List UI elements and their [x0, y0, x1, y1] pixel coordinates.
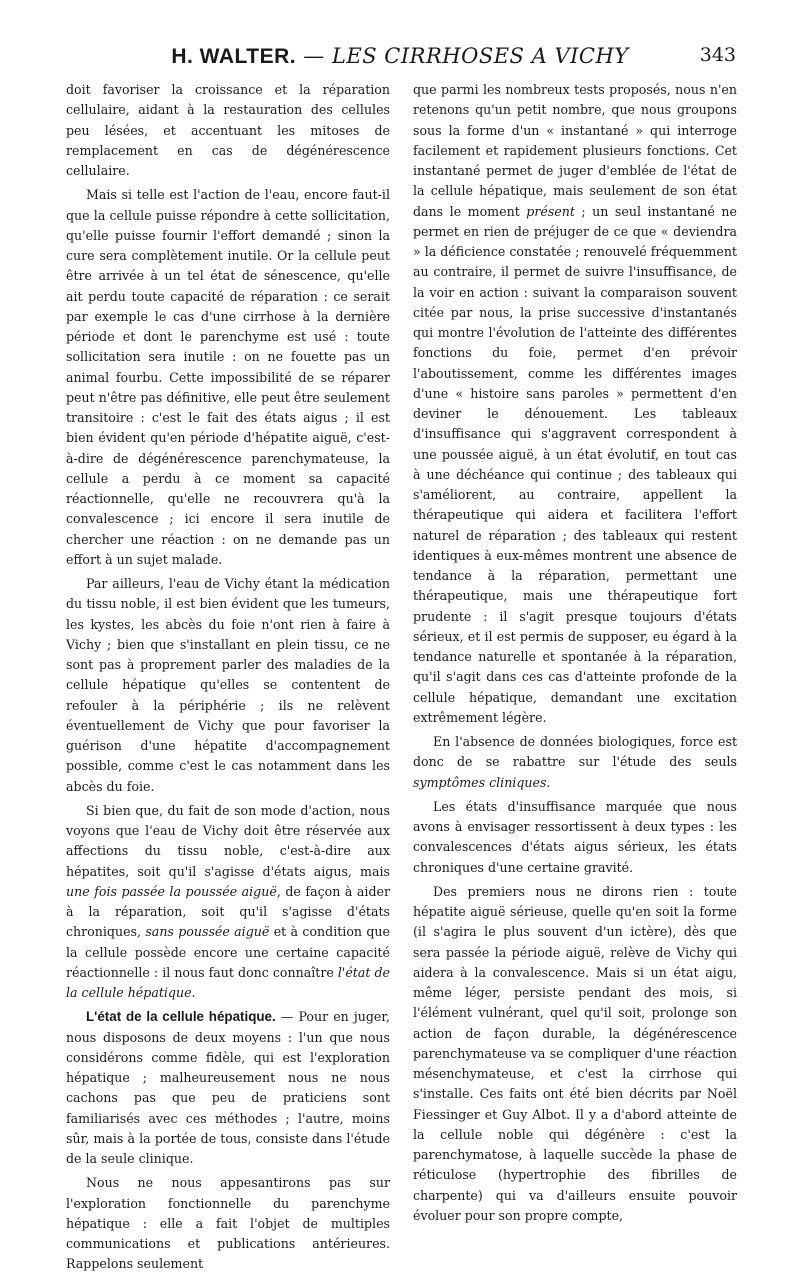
text-run: ; un seul instantané ne permet en rien de préjuger de ce que « deviendra » la déficience constatée ; renouvelé fréquemment au contraire, il permet de suivre l'insuffisance, de la voir en action : suivant la comparaison souvent citée par nous, la prise successive d'instantanés qui montre l'évolution de l'atteinte des différentes fonctions du foie, permet d'en prévoir l'aboutissement, comme les différentes images d'une « histoire sans paroles » permettent d'en deviner le dénouement. Les tableaux d'insuffisance qui s'aggravent correspondent à une poussée aiguë, à un état évolutif, en tout cas à une déchéance qui continue ; des tableaux qui s'améliorent, au contraire, appellent la thérapeutique qui aidera et facilitera l'effort naturel de réparation ; des tableaux qui restent identiques à eux-mêmes montrent une absence de tendance à la réparation, permettant une thérapeutique, mais une thérapeutique fort prudente : il s'agit presque toujours d'états sérieux, et il est permis de supposer, eu égard à la tendance naturelle et spontanée à la réparation, qu'il s'agit dans ces cas d'atteinte profonde de la cellule hépatique, demandant une excitation extrêmement légère.: [413, 203, 737, 725]
paragraph: [66, 1007, 390, 1169]
running-header: [0, 44, 800, 74]
text-run: En l'absence de données biologiques, force est donc de se rabattre sur l'étude des seuls: [413, 734, 737, 770]
text-run: — Pour en juger, nous disposons de deux moyens : l'un que nous considérons comme fidèle, qui est l'exploration hépatique ; malheureusement nous ne nous cachons pas que peu de praticiens sont familiarisés avec ces méthodes ; l'autre, moins sûr, mais à la portée de tous, consiste dans l'étude de la seule clinique.: [66, 1009, 390, 1166]
italic-text: présent: [526, 203, 575, 219]
header-separator: —: [296, 44, 332, 68]
header-subject: LES CIRRHOSES A VICHY: [331, 44, 629, 68]
paragraph: [413, 80, 737, 728]
text-run: .: [546, 774, 551, 790]
paragraph: Nous ne nous appesantirons pas sur l'exploration fonctionnelle du parenchyme hépatique : elle a fait l'objet de multiples communications et publications antérieures. Rappelons seulement: [66, 1175, 390, 1272]
italic-text: sans poussée aiguë: [145, 924, 270, 940]
paragraph: Les états d'insuffisance marquée que nous avons à envisager ressortissent à deux types : les convalescences d'états aigus sérieux, les états chroniques d'une certaine gravité.: [413, 798, 737, 875]
text-run: Si bien que, du fait de son mode d'action, nous voyons que l'eau de Vichy doit être réservée aux affections du tissu noble, c'est-à-dire aux hépatites, soit qu'il s'agisse d'états aigus, mais: [66, 802, 390, 879]
left-column: [66, 80, 390, 1275]
italic-text: symptômes cliniques: [413, 774, 547, 790]
text-run: que parmi les nombreux tests proposés, nous n'en retenons qu'un petit nombre, que nous groupons sous la forme d'un « instantané » qui interroge facilement et rapidement plusieurs fonctions. Cet instantané permet de juger d'emblée de l'état de la cellule hépatique, mais seulement de son état dans le moment: [413, 82, 737, 219]
right-column: [413, 80, 737, 1226]
text-run: .: [191, 985, 196, 1000]
paragraph: [413, 732, 737, 793]
paragraph: Par ailleurs, l'eau de Vichy étant la médication du tissu noble, il est bien évident que les tumeurs, les kystes, les abcès du foie n'ont rien à faire à Vichy ; bien que s'installant en plein tissu, ce ne sont pas à proprement parler des maladies de la cellule hépatique qu'elles se contentent de refouler à la périphérie ; ils ne relèvent éventuellement de Vichy que pour favoriser la guérison d'une hépatite d'accompagnement possible, comme c'est le cas notamment dans les abcès du foie.: [66, 576, 390, 794]
header-title: [0, 44, 800, 69]
text-run: et à condition que la cellule possède encore une certaine capacité réactionnelle : il nous faut donc connaître: [66, 924, 390, 980]
italic-text: l'état de la cellule hépatique: [66, 964, 390, 1000]
italic-text: une fois passée la poussée aiguë: [66, 883, 277, 899]
text-run: , de façon à aider à la réparation, soit qu'il s'agisse d'états chroniques,: [66, 883, 390, 940]
paragraph: doit favoriser la croissance et la réparation cellulaire, aidant à la restauration des cellules peu lésées, et accentuant les mitoses de remplacement en cas de dégénérescence cellulaire.: [66, 82, 390, 178]
page-number: 343: [699, 44, 736, 66]
paragraph: Des premiers nous ne dirons rien : toute hépatite aiguë sérieuse, quelle qu'en soit la forme (il s'agira le plus souvent d'un ictère), dès que sera passée la période aiguë, relève de Vichy qui aidera à la convalescence. Mais si un état aigu, même léger, persiste pendant des mois, si l'élément vulnérant, quel qu'il soit, prolonge son action de façon durable, la dégénérescence parenchymateuse va se compliquer d'une réaction mésenchymateuse, et c'est la cirrhose qui s'installe. Ces faits ont été bien décrits par Noël Fiessinger et Guy Albot. Il y a d'abord atteinte de la cellule noble qui dégénère : c'est la parenchymatose, à laquelle succède la phase de réticulose (hypertrophie des fibrilles de charpente) qui va d'ailleurs ensuite pouvoir évoluer pour son propre compte,: [413, 883, 737, 1223]
paragraph: Mais si telle est l'action de l'eau, encore faut-il que la cellule puisse répondre à cette sollicitation, qu'elle puisse fournir l'effort demandé ; sinon la cure sera complètement inutile. Or la cellule peut être arrivée à un tel état de sénescence, qu'elle ait perdu toute capacité de réparation : ce serait par exemple le cas d'une cirrhose à la dernière période et dont le parenchyme est usé : toute sollicitation sera inutile : on ne fouette pas un animal fourbu. Cette impossibilité de se réparer peut n'être pas définitive, elle peut être seulement transitoire : c'est le fait des états aigus ; il est bien évident qu'en période d'hépatite aiguë, c'est-à-dire de dégénérescence parenchymateuse, la cellule a perdu à ce moment sa capacité réactionnelle, qu'elle ne recouvrera qu'à la convalescence ; ici encore il sera inutile de chercher une réaction : on ne demande pas un effort à un sujet malade.: [66, 187, 390, 567]
header-author: H. WALTER.: [171, 45, 297, 68]
section-heading: L'état de la cellule hépatique.: [86, 1009, 276, 1025]
paragraph: [66, 801, 390, 1004]
